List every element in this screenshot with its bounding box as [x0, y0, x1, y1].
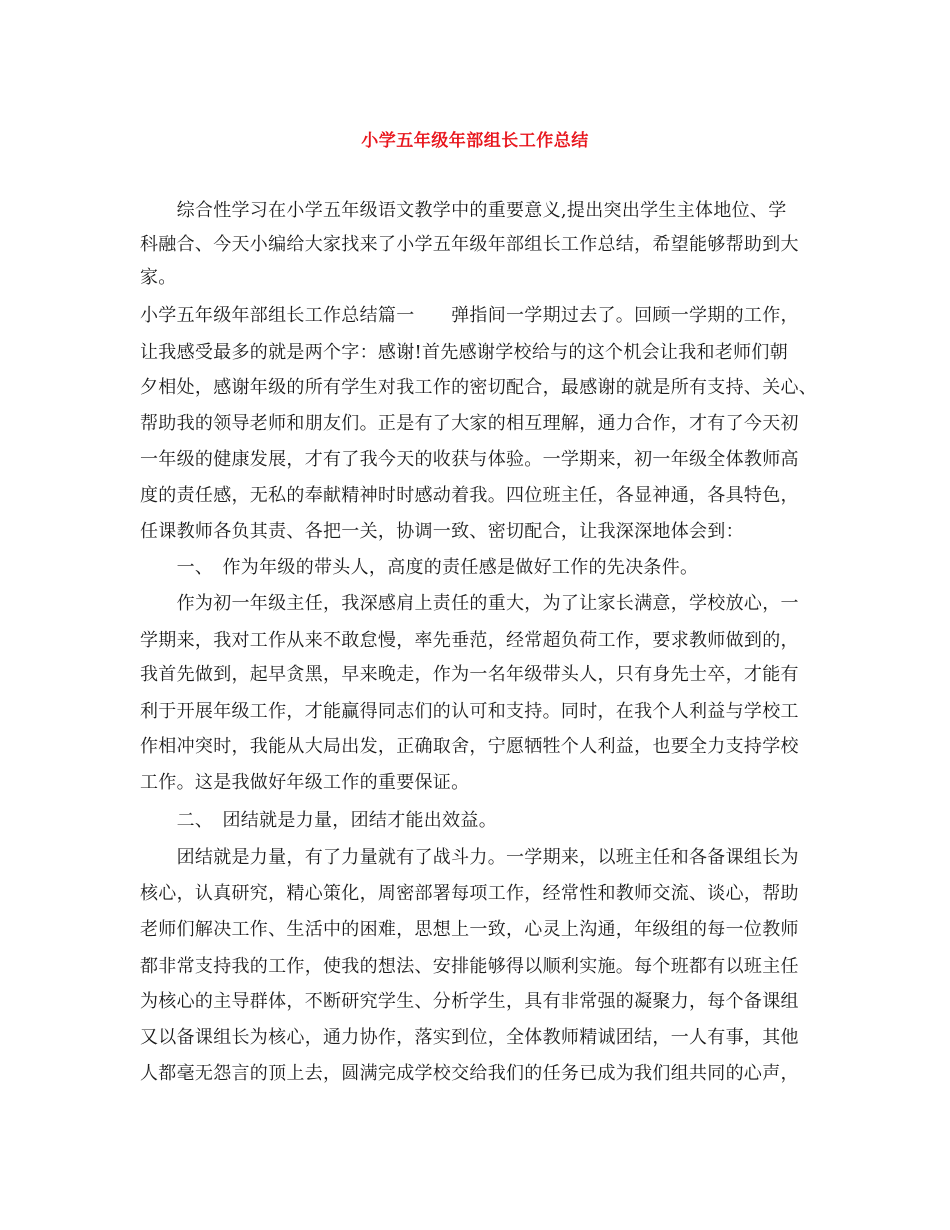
document-title: 小学五年级年部组长工作总结: [361, 131, 589, 151]
paragraph-line: 让我感受最多的就是两个字：感谢!首先感谢学校给与的这个机会让我和老师们朝: [140, 342, 789, 363]
paragraph-line: 小学五年级年部组长工作总结篇一 弹指间一学期过去了。回顾一学期的工作，: [140, 305, 799, 326]
paragraph-line: 利于开展年级工作，才能赢得同志们的认可和支持。同时，在我个人利益与学校工: [140, 701, 799, 722]
paragraph-line: 科融合、今天小编给大家找来了小学五年级年部组长工作总结，希望能够帮助到大: [140, 234, 799, 255]
paragraph-line: 帮助我的领导老师和朋友们。正是有了大家的相互理解，通力合作，才有了今天初: [140, 413, 799, 434]
paragraph-line: 为核心的主导群体，不断研究学生、分析学生，具有非常强的凝聚力，每个备课组: [140, 991, 799, 1012]
paragraph-line: 我首先做到，起早贪黑，早来晚走，作为一名年级带头人，只有身先士卒，才能有: [140, 664, 799, 685]
paragraph-line: 核心，认真研究，精心策化，周密部署每项工作，经常性和教师交流、谈心，帮助: [140, 883, 799, 904]
paragraph-line: 任课教师各负其责、各把一关，协调一致、密切配合，让我深深地体会到：: [140, 521, 744, 542]
paragraph-line: 一年级的健康发展，才有了我今天的收获与体验。一学期来，初一年级全体教师高: [140, 449, 799, 470]
paragraph-line: 都非常支持我的工作，使我的想法、安排能够得以顺利实施。每个班都有以班主任: [140, 956, 799, 977]
paragraph-line: 作相冲突时，我能从大局出发，正确取舍，宁愿牺牲个人利益，也要全力支持学校: [140, 736, 799, 757]
paragraph-line: 工作。这是我做好年级工作的重要保证。: [140, 772, 470, 793]
paragraph-line: 学期来，我对工作从来不敢怠慢，率先垂范，经常超负荷工作，要求教师做到的，: [140, 630, 799, 651]
section-heading-line: 二、 团结就是力量，团结才能出效益。: [140, 810, 497, 831]
paragraph-line: 人都毫无怨言的顶上去，圆满完成学校交给我们的任务已成为我们组共同的心声，: [140, 1063, 799, 1084]
paragraph-line: 老师们解决工作、生活中的困难，思想上一致，心灵上沟通，年级组的每一位教师: [140, 919, 799, 940]
paragraph-line: 度的责任感，无私的奉献精神时时感动着我。四位班主任，各显神通，各具特色，: [140, 485, 799, 506]
paragraph-line: 作为初一年级主任，我深感肩上责任的重大，为了让家长满意，学校放心，一: [140, 593, 799, 614]
paragraph-line: 又以备课组长为核心，通力协作，落实到位，全体教师精诚团结，一人有事，其他: [140, 1027, 799, 1048]
section-heading-line: 一、 作为年级的带头人，高度的责任感是做好工作的先决条件。: [140, 557, 699, 578]
paragraph-line: 团结就是力量，有了力量就有了战斗力。一学期来，以班主任和各备课组长为: [140, 847, 799, 868]
paragraph-line: 家。: [140, 267, 177, 288]
paragraph-line: 综合性学习在小学五年级语文教学中的重要意义,提出突出学生主体地位、学: [140, 200, 787, 221]
paragraph-line: 夕相处，感谢年级的所有学生对我工作的密切配合，最感谢的就是所有支持、关心、: [140, 377, 818, 398]
